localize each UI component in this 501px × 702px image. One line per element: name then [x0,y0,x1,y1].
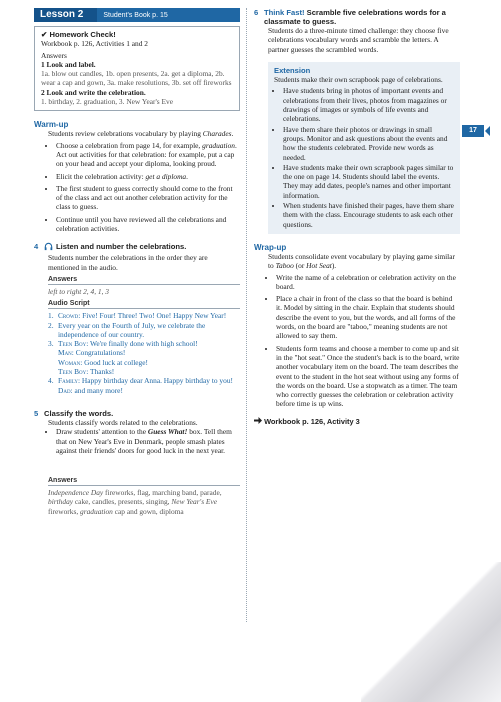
wrapup-workbook-text: Workbook p. 126, Activity 3 [264,416,360,426]
right-column [254,8,460,426]
warmup-title: Warm-up [34,120,69,130]
activity-4-answers-label: Answers [48,276,240,285]
activity-4-header [34,242,240,253]
list-item: • When students have finished their pages, have them share them with the class. Encourage students to ask each other questions. [283,201,454,229]
lesson-title: Lesson 2 [34,8,97,22]
list-item: • Place a chair in front of the class so that the board is behind it. Model by sitting in the chair. Explain that students should describe the event to you, but the words, and all forms of the words, on the board are "taboo," meaning students are not allowed to say them. [276,294,460,340]
list-item: • Draw students' attention to the Guess What! box. Tell them that on New Year's Eve in Denmark, people smash plates against their friends' doors for good luck in the next year. [56,427,240,455]
warmup-intro: Students review celebrations vocabulary by playing Charades. [48,129,234,139]
homework-part1-title: 1 Look and label. [41,59,96,69]
extension-intro: Students make their own scrapbook page of celebrations. [274,75,443,85]
students-book-ref: Student's Book p. 15 [103,11,168,19]
homework-part1-text: 1a. blow out candles, 1b. open presents, 2a. get a diploma, 2b. wear a cap and gown, 3a. make resolutions, 3b. set off fireworks [41,69,232,88]
homework-title: ✔ Homework Check! [41,30,116,39]
activity-5-title: Classify the words. [44,408,114,418]
left-column [34,8,240,516]
list-item: • Have students bring in photos of important events and celebrations from their lives, photos from magazines or drawings of images or symbols of life events and celebrations. [283,86,454,123]
list-item: • The first student to guess correctly should come to the front of the class and act out another celebration activity for the class to guess. [56,184,240,212]
activity-5-header [34,409,240,418]
activity-5-body [48,418,240,455]
wrapup-body [268,252,460,409]
wrapup-bullets [268,273,460,409]
wrapup-workbook [254,417,460,426]
list-item: • Write the name of a celebration or celebration activity on the board. [276,273,460,292]
activity-4-text: Students number the celebrations in the order they are mentioned in the audio. [48,253,208,272]
extension-title: Extension [274,65,311,75]
activity-5-number: 5 [34,408,39,418]
activity-4-answers: left to right 2, 4, 1, 3 [48,286,109,296]
wrapup-title: Wrap-up [254,242,287,252]
script-item-4: 4. Family: Happy birthday dear Anna. Happy birthday to you! Dad: and many more! [48,376,233,395]
activity-6-number: 6 [254,8,259,17]
extension-bullets [274,86,454,228]
warmup-bullets [48,141,240,234]
activity-6-text: Students do a three-minute timed challenge: they choose five celebrations vocabulary words and scramble the letters. A partner guesses the scrambled words. [268,26,449,54]
script-item-2: 2. Every year on the Fourth of July, we celebrate the independence of our country. [48,320,206,339]
headphones-icon [44,242,53,253]
homework-workbook: Workbook p. 126, Activities 1 and 2 [41,39,148,49]
homework-part2-text: 1. birthday, 2. graduation, 3. New Year's Eve [41,97,174,107]
arrow-right-icon [254,417,264,426]
activity-6-title: Scramble five celebrations words for a classmate to guess. [264,8,446,26]
column-divider [246,8,247,622]
homework-check-box [34,26,240,111]
homework-answers-label: Answers [41,50,67,60]
audio-script [48,311,240,395]
activity-4-title: Listen and number the celebrations. [56,242,187,252]
script-item-1: 1. Crowd: Five! Four! Three! Two! One! Happy New Year! [48,311,227,321]
list-item: • Have students make their own scrapbook pages similar to the one on page 14. Students should label the events. They may add dates, people's names and other important information. [283,163,454,200]
activity-4-number: 4 [34,242,39,252]
wrapup-intro: Students consolidate event vocabulary by playing game similar to Taboo (or Hot Seat). [268,251,455,271]
list-item: • Elicit the celebration activity: get a diploma. [56,172,240,181]
activity-6-title-highlight: Think Fast! [264,8,305,17]
list-item: • Students form teams and choose a member to come up and sit in the "hot seat." Once the student's back is to the board, write another vocabulary item on the board. The team describes the event to the student in the hot seat without using any forms of the words on the board. Use a stopwatch as a timer. The team who correctly guesses the celebration or celebration activity before time is up wins. [276,344,460,409]
extension-box [268,62,460,234]
activity-5-bullets [48,427,240,455]
activity-5-answers-label: Answers [48,477,240,486]
activity-5-text: Students classify words related to the celebrations. [48,417,198,427]
lesson-header [34,8,240,22]
audio-script-label: Audio Script [48,300,240,309]
warmup-body [48,129,240,233]
list-item: • Continue until you have reviewed all the celebrations and celebration activities. [56,215,240,234]
page-curl [361,562,501,702]
activity-5-answers: Independence Day fireworks, flag, marching band, parade, birthday cake, candles, presents, singing, New Year's Eve fireworks, graduation cap and gown, diploma [48,488,222,516]
activity-6-header [254,8,460,26]
list-item: • Choose a celebration from page 14, for example, graduation. Act out activities for that celebration: for example, put a cap on your head and accept your diploma, looking proud. [56,141,240,169]
list-item: • Have them share their photos or drawings in small groups. Monitor and ask questions about the events and how the students celebrated. Provide new words as needed. [283,125,454,162]
homework-part2-title: 2 Look and write the celebration. [41,87,146,97]
page-number-tab: 17 [462,125,484,137]
script-item-3: 3. Teen Boy: We're finally done with high school! Man: Congratulations! Woman: Good luck at college! Teen Boy: Thanks! [48,339,198,377]
